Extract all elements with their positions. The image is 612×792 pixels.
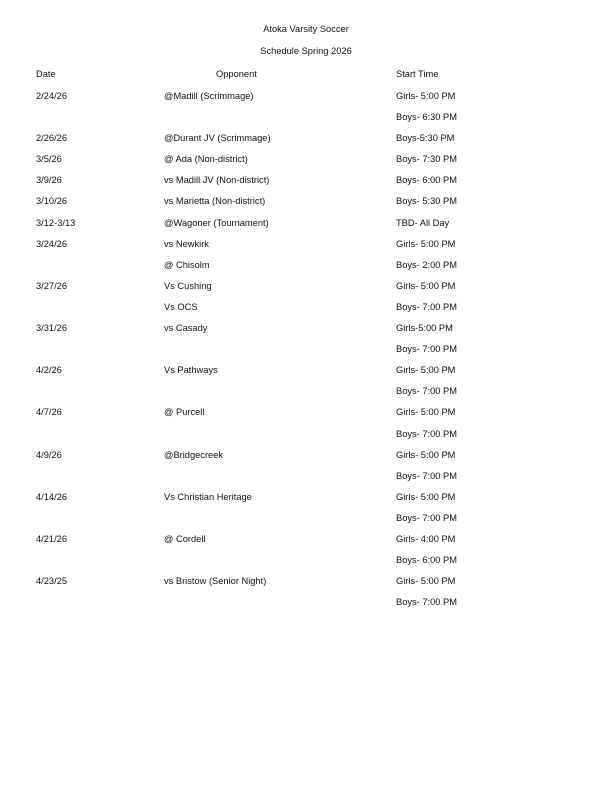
table-row: [0, 491, 612, 512]
table-row: [0, 111, 612, 132]
table-row: [0, 174, 612, 195]
start-time-cell: Girls- 5:00 PM: [396, 91, 456, 101]
header-date: Date: [36, 69, 56, 79]
date-cell: 2/24/26: [36, 91, 68, 101]
start-time-cell: Girls- 5:00 PM: [396, 365, 456, 376]
date-cell: 3/10/26: [36, 196, 68, 207]
date-cell: 3/9/26: [36, 175, 62, 186]
table-row: [0, 322, 612, 343]
table-row: [0, 238, 612, 259]
opponent-cell: @ Purcell: [164, 407, 205, 418]
date-cell: 4/14/26: [36, 491, 68, 502]
opponent-cell: @Bridgecreek: [164, 449, 224, 460]
header-start-time: Start Time: [396, 69, 439, 79]
table-row: [0, 575, 612, 596]
start-time-cell: Boys- 7:00 PM: [396, 597, 457, 608]
table-row: [0, 428, 612, 449]
opponent-cell: Vs Cushing: [164, 280, 212, 291]
table-row: [0, 259, 612, 280]
date-cell: 3/31/26: [36, 323, 68, 334]
opponent-cell: vs Casady: [164, 323, 208, 334]
start-time-cell: Boys- 6:00 PM: [396, 555, 457, 566]
start-time-cell: Girls- 5:00 PM: [396, 491, 456, 502]
schedule-table: [0, 90, 612, 617]
opponent-cell: @ Ada (Non-district): [164, 154, 248, 165]
opponent-cell: vs Marietta (Non-district): [164, 196, 266, 207]
start-time-cell: Girls- 5:00 PM: [396, 407, 456, 418]
start-time-cell: Girls- 5:00 PM: [396, 238, 456, 249]
opponent-cell: vs Newkirk: [164, 238, 209, 249]
start-time-cell: Boys- 7:00 PM: [396, 386, 457, 397]
table-row: [0, 217, 612, 238]
date-cell: 4/9/26: [36, 449, 62, 460]
date-cell: 2/26/26: [36, 133, 68, 144]
start-time-cell: Girls- 5:00 PM: [396, 280, 456, 291]
opponent-cell: @Wagoner (Tournament): [164, 217, 269, 228]
table-row: [0, 343, 612, 364]
start-time-cell: Girls- 5:00 PM: [396, 576, 456, 587]
header-opponent: Opponent: [216, 69, 257, 79]
table-row: [0, 449, 612, 470]
start-time-cell: Boys- 7:30 PM: [396, 154, 457, 165]
date-cell: 4/2/26: [36, 365, 62, 376]
table-row: [0, 554, 612, 575]
table-row: [0, 470, 612, 491]
document-title: Atoka Varsity Soccer: [263, 24, 349, 34]
start-time-cell: Girls-5:00 PM: [396, 323, 453, 334]
table-row: [0, 406, 612, 427]
date-cell: 4/21/26: [36, 533, 68, 544]
table-row: [0, 385, 612, 406]
opponent-cell: @ Chisolm: [164, 259, 210, 270]
table-row: [0, 301, 612, 322]
opponent-cell: Vs Christian Heritage: [164, 491, 252, 502]
opponent-cell: Vs OCS: [164, 301, 198, 312]
table-row: [0, 512, 612, 533]
opponent-cell: @ Cordell: [164, 533, 206, 544]
table-row: [0, 153, 612, 174]
opponent-cell: vs Bristow (Senior Night): [164, 576, 267, 587]
start-time-cell: Boys- 2:00 PM: [396, 259, 457, 270]
table-row: [0, 280, 612, 301]
date-cell: 3/5/26: [36, 154, 62, 165]
opponent-cell: @Madill (Scrimmage): [164, 91, 254, 101]
table-row: [0, 364, 612, 385]
start-time-cell: Boys- 7:00 PM: [396, 301, 457, 312]
date-cell: 3/27/26: [36, 280, 68, 291]
date-cell: 3/24/26: [36, 238, 68, 249]
start-time-cell: Girls- 5:00 PM: [396, 449, 456, 460]
table-row: [0, 596, 612, 617]
opponent-cell: vs Madill JV (Non-district): [164, 175, 270, 186]
start-time-cell: Boys- 6:00 PM: [396, 175, 457, 186]
table-row: [0, 90, 612, 111]
start-time-cell: Boys- 7:00 PM: [396, 470, 457, 481]
start-time-cell: Boys- 7:00 PM: [396, 512, 457, 523]
start-time-cell: Boys- 7:00 PM: [396, 428, 457, 439]
table-row: [0, 132, 612, 153]
date-cell: 4/23/25: [36, 576, 68, 587]
opponent-cell: @Durant JV (Scrimmage): [164, 133, 271, 144]
start-time-cell: Boys- 6:30 PM: [396, 112, 457, 123]
start-time-cell: Boys- 7:00 PM: [396, 344, 457, 355]
start-time-cell: TBD- All Day: [396, 217, 450, 228]
opponent-cell: Vs Pathways: [164, 365, 218, 376]
table-row: [0, 195, 612, 216]
start-time-cell: Girls- 4:00 PM: [396, 533, 456, 544]
document-subtitle: Schedule Spring 2026: [260, 46, 352, 56]
table-row: [0, 533, 612, 554]
date-cell: 4/7/26: [36, 407, 62, 418]
start-time-cell: Boys-5:30 PM: [396, 133, 455, 144]
start-time-cell: Boys- 5:30 PM: [396, 196, 457, 207]
date-cell: 3/12-3/13: [36, 217, 76, 228]
